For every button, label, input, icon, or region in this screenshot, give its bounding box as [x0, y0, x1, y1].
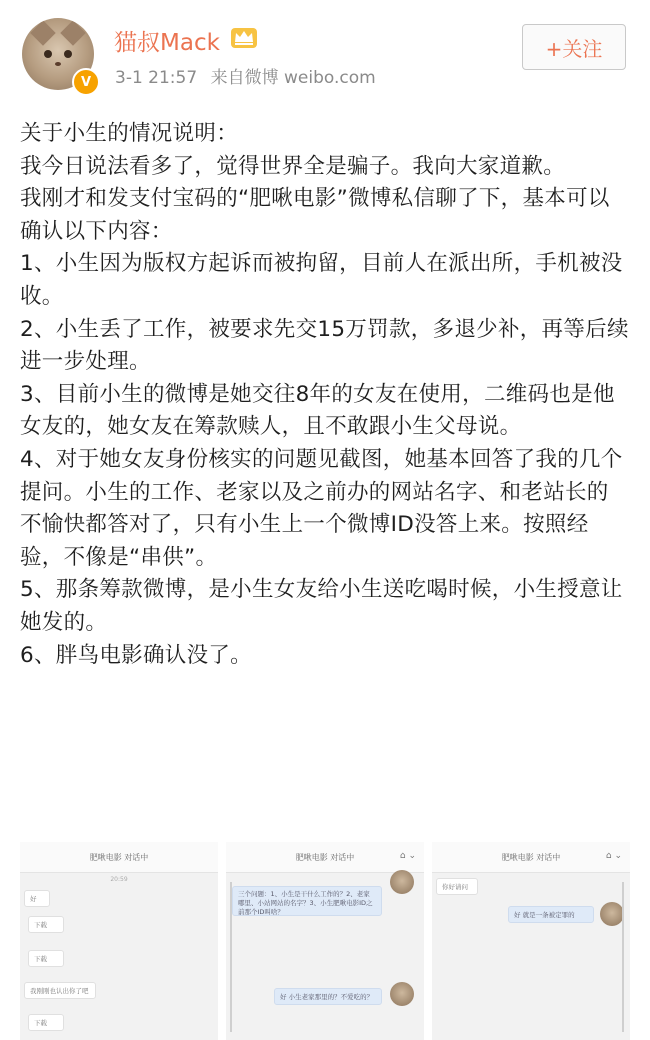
chat-avatar	[390, 982, 414, 1006]
post-paragraph: 4、对于她女友身份核实的问题见截图，她基本回答了我的几个提问。小生的工作、老家以及之前办的网站名字、和老站长的不愉快都答对了，只有小生上一个微博ID没答上来。按照经验，不像是“串供”。	[20, 446, 623, 570]
chat-bubble: 好 就是一条被定罪的	[508, 906, 594, 923]
chat-screenshot-2[interactable]	[226, 842, 424, 1040]
post-paragraph: 2、小生丢了工作，被要求先交15万罚款，多退少补，再等后续进一步处理。	[20, 316, 629, 375]
post-time[interactable]: 3-1 21:57	[115, 68, 198, 88]
chat-bubble: 你好请问	[436, 878, 478, 895]
scrollbar[interactable]	[622, 882, 624, 1032]
post-header	[0, 0, 650, 110]
chat-bubble: 下载	[28, 916, 64, 933]
chat-header	[432, 842, 630, 873]
chat-header	[226, 842, 424, 873]
chat-bubble: 下载	[28, 950, 64, 967]
post-paragraph: 5、那条筹款微博，是小生女友给小生送吃喝时候，小生授意让她发的。	[20, 577, 623, 635]
chat-avatar	[390, 870, 414, 894]
post-paragraph: 我今日说法看多了，觉得世界全是骗子。我向大家道歉。	[20, 153, 566, 179]
post-paragraph: 我刚才和发支付宝码的“肥啾电影”微博私信聊了下，基本可以确认以下内容：	[20, 186, 610, 244]
chat-bubble: 我刚刚也认出你了吧	[24, 982, 96, 999]
chat-title: 肥啾电影 对话中	[501, 853, 561, 862]
post-body	[20, 118, 630, 672]
crown-icon	[230, 27, 258, 49]
chat-avatar	[600, 902, 624, 926]
username[interactable]: 猫叔Mack	[114, 30, 220, 56]
chat-title: 肥啾电影 对话中	[89, 853, 149, 862]
follow-button[interactable]: +关注	[522, 24, 626, 70]
post-source[interactable]: 来自微博 weibo.com	[210, 68, 376, 88]
chat-bubble: 好	[24, 890, 50, 907]
avatar-eye-left	[44, 50, 52, 58]
chat-title: 肥啾电影 对话中	[295, 853, 355, 862]
chat-timestamp: 20:59	[110, 876, 128, 883]
chat-bubble: 好 小生老家那里的？不爱吃的？	[274, 988, 382, 1005]
post-paragraph: 1、小生因为版权方起诉而被拘留，目前人在派出所，手机被没收。	[20, 251, 623, 309]
post-paragraph: 关于小生的情况说明：	[20, 121, 239, 146]
attached-images	[20, 842, 632, 1040]
post-paragraph: 3、目前小生的微博是她交往8年的女友在使用，二维码也是他女友的，她女友在筹款赎人，且不敢跟小生父母说。	[20, 381, 615, 440]
verified-badge-icon: V	[72, 68, 100, 96]
chat-screenshot-1[interactable]	[20, 842, 218, 1040]
chat-controls-icon: ⌂ ⌄	[399, 851, 416, 861]
chat-screenshot-3[interactable]	[432, 842, 630, 1040]
avatar-eye-right	[64, 50, 72, 58]
scrollbar[interactable]	[230, 882, 232, 1032]
avatar-ear-left	[30, 20, 55, 45]
post-meta	[115, 63, 384, 88]
chat-bubble: 下载	[28, 1014, 64, 1031]
chat-controls-icon: ⌂ ⌄	[605, 851, 622, 861]
post-paragraph: 6、胖鸟电影确认没了。	[20, 642, 252, 668]
chat-bubble: 三个问题：1、小生是干什么工作的？2、老家哪里、小站网站的名字？3、小生肥啾电影ID之前那个ID叫啥？	[232, 886, 382, 916]
chat-header	[20, 842, 218, 873]
avatar-ear-right	[60, 20, 85, 45]
avatar-nose	[55, 62, 61, 66]
